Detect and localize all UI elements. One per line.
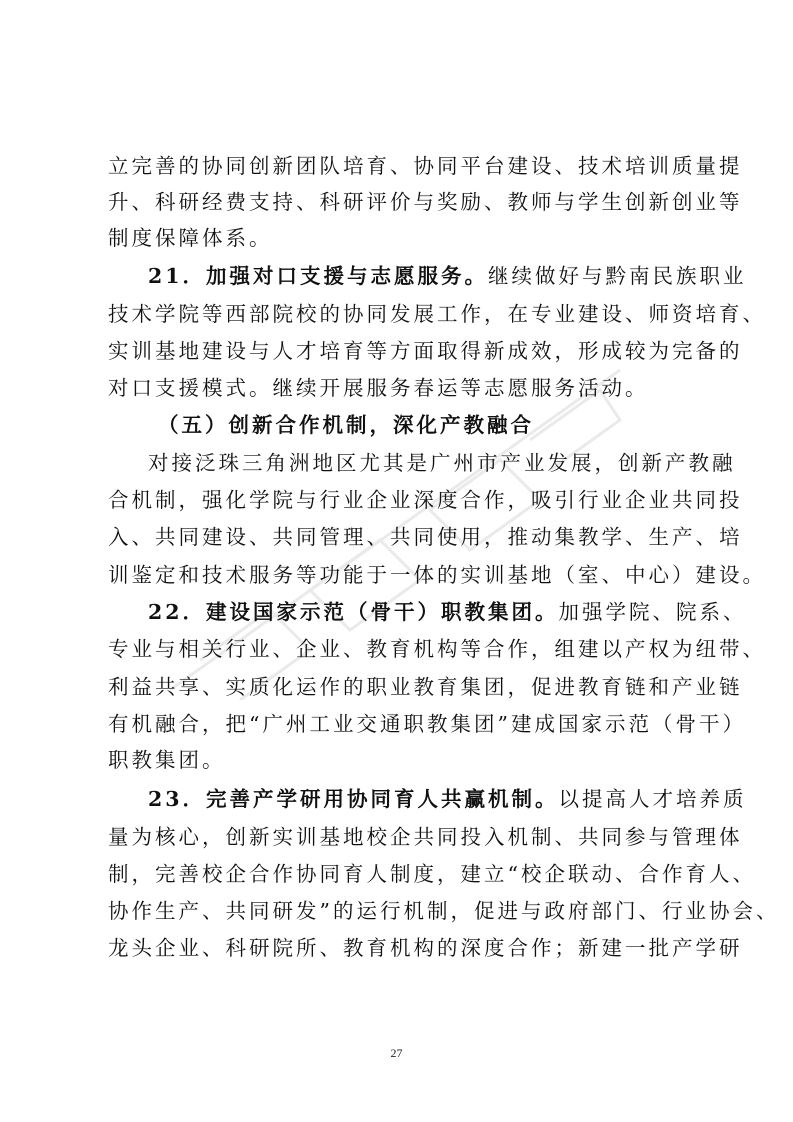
item-23-line-1: 23．完善产学研用协同育人共赢机制。以提高人才培养质 (148, 787, 747, 811)
item-21-line-4: 对口支援模式。继续开展服务春运等志愿服务活动。 (108, 376, 649, 400)
item-23-line-2: 量为核心，创新实训基地校企共同投入机制、共同参与管理体 (108, 825, 743, 849)
section-body-line-3: 入、共同建设、共同管理、共同使用，推动集教学、生产、培 (108, 525, 743, 549)
item-22-line-3: 利益共享、实质化运作的职业教育集团，促进教育链和产业链 (108, 675, 743, 699)
item-23-heading: 23．完善产学研用协同育人共赢机制。 (148, 787, 559, 811)
body-line-2: 升、科研经费支持、科研评价与奖励、教师与学生创新创业等 (108, 190, 743, 214)
item-23-line-3: 制，完善校企合作协同育人制度，建立“校企联动、合作育人、 (108, 862, 756, 886)
item-21-line-1: 21．加强对口支援与志愿服务。继续做好与黔南民族职业 (148, 264, 747, 288)
item-22-line-1: 22．建设国家示范（骨干）职教集团。加强学院、院系、 (148, 600, 747, 624)
section-heading: （五）创新合作机制，深化产教融合 (158, 413, 534, 437)
item-21-line-2: 技术学院等西部院校的协同发展工作，在专业建设、师资培育、 (108, 302, 766, 326)
item-23-line-4: 协作生产、共同研发”的运行机制，促进与政府部门、行业协会、 (108, 899, 780, 923)
item-22-line-5: 职教集团。 (108, 748, 226, 772)
section-body-line-1: 对接泛珠三角洲地区尤其是广州市产业发展，创新产教融 (148, 451, 736, 475)
item-21-line-3: 实训基地建设与人才培育等方面取得新成效，形成较为完备的 (108, 339, 743, 363)
section-body-line-2: 合机制，强化学院与行业企业深度合作，吸引行业企业共同投 (108, 488, 743, 512)
page-number: 27 (390, 1046, 403, 1060)
body-line-3: 制度保障体系。 (108, 226, 273, 250)
item-23-line-5: 龙头企业、科研院所、教育机构的深度合作；新建一批产学研 (108, 936, 743, 960)
item-22-heading: 22．建设国家示范（骨干）职教集团。 (148, 600, 559, 624)
body-line-1: 立完善的协同创新团队培育、协同平台建设、技术培训质量提 (108, 154, 743, 178)
item-21-heading: 21．加强对口支援与志愿服务。 (148, 264, 489, 288)
section-body-line-4: 训鉴定和技术服务等功能于一体的实训基地（室、中心）建设。 (108, 563, 766, 587)
item-22-line-4: 有机融合，把“广州工业交通职教集团”建成国家示范（骨干） (108, 712, 746, 736)
item-22-line-2: 专业与相关行业、企业、教育机构等合作，组建以产权为纽带、 (108, 637, 766, 661)
